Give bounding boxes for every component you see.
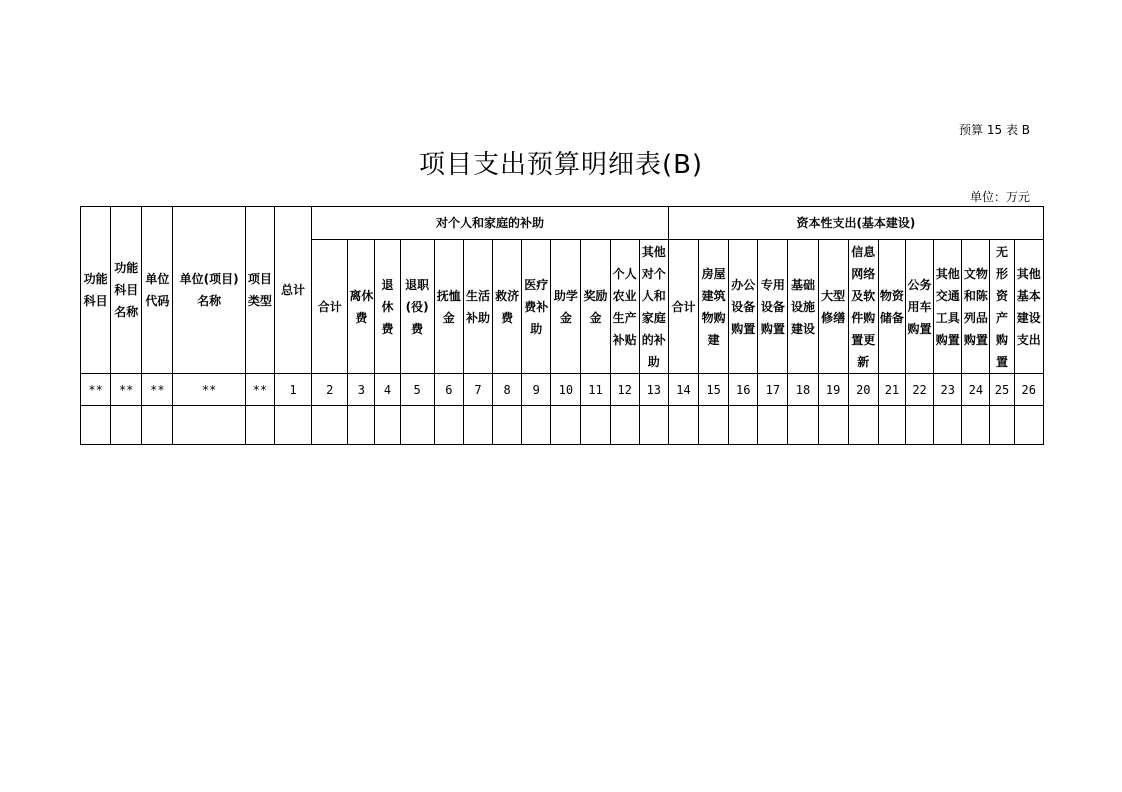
- col-header-fixed: 单位(项目)名称: [173, 207, 245, 374]
- column-number: 21: [878, 374, 905, 406]
- column-number: 3: [348, 374, 375, 406]
- col-header-g1: 离休费: [348, 240, 375, 374]
- col-header-fixed: 总计: [274, 207, 311, 374]
- col-header-g1: 医疗费补助: [522, 240, 551, 374]
- empty-cell: [639, 406, 668, 445]
- empty-cell: [312, 406, 348, 445]
- col-header-g1: 退职(役)费: [400, 240, 434, 374]
- col-header-g1: 奖励金: [581, 240, 610, 374]
- column-number: 15: [699, 374, 729, 406]
- empty-cell: [581, 406, 610, 445]
- empty-cell: [1014, 406, 1043, 445]
- column-number: **: [173, 374, 245, 406]
- column-number: 1: [274, 374, 311, 406]
- column-number: 8: [493, 374, 522, 406]
- budget-table: [80, 206, 1044, 445]
- col-header-g2: 大型修缮: [818, 240, 848, 374]
- empty-cell: [934, 406, 962, 445]
- empty-cell: [729, 406, 758, 445]
- column-number: 26: [1014, 374, 1043, 406]
- empty-cell: [274, 406, 311, 445]
- empty-cell: [848, 406, 878, 445]
- column-number-row: [81, 374, 1044, 406]
- column-number: 19: [818, 374, 848, 406]
- page-title: 项目支出预算明细表(B): [418, 150, 704, 180]
- empty-cell: [668, 406, 698, 445]
- col-header-g2: 办公设备购置: [729, 240, 758, 374]
- column-number: 4: [375, 374, 400, 406]
- column-number: 10: [551, 374, 581, 406]
- column-number: 2: [312, 374, 348, 406]
- column-number: 9: [522, 374, 551, 406]
- empty-cell: [493, 406, 522, 445]
- column-number: 12: [610, 374, 639, 406]
- empty-cell: [878, 406, 905, 445]
- empty-cell: [348, 406, 375, 445]
- col-header-g2: 无形资产购置: [990, 240, 1014, 374]
- empty-cell: [245, 406, 274, 445]
- empty-cell: [905, 406, 933, 445]
- empty-cell: [788, 406, 818, 445]
- empty-cell: [111, 406, 142, 445]
- empty-cell: [699, 406, 729, 445]
- empty-cell: [818, 406, 848, 445]
- col-header-g1: 其他对个人和家庭的补助: [639, 240, 668, 374]
- column-number: 11: [581, 374, 610, 406]
- empty-cell: [522, 406, 551, 445]
- column-number: 13: [639, 374, 668, 406]
- col-header-fixed: 单位代码: [142, 207, 173, 374]
- col-header-fixed: 功能科目: [81, 207, 111, 374]
- empty-cell: [758, 406, 788, 445]
- col-header-g1: 抚恤金: [434, 240, 463, 374]
- column-number: 25: [990, 374, 1014, 406]
- column-number: 6: [434, 374, 463, 406]
- col-header-g2: 物资储备: [878, 240, 905, 374]
- column-number: 20: [848, 374, 878, 406]
- col-header-fixed: 项目类型: [245, 207, 274, 374]
- group-header-personal-subsidy: 对个人和家庭的补助: [312, 207, 669, 240]
- column-number: **: [81, 374, 111, 406]
- column-number: 16: [729, 374, 758, 406]
- column-number: 7: [463, 374, 492, 406]
- empty-cell: [142, 406, 173, 445]
- data-row: [81, 406, 1044, 445]
- col-header-g1: 退休费: [375, 240, 400, 374]
- col-header-g1: 救济费: [493, 240, 522, 374]
- empty-cell: [81, 406, 111, 445]
- col-header-g2: 专用设备购置: [758, 240, 788, 374]
- group-header-capital-expenditure: 资本性支出(基本建设): [668, 207, 1043, 240]
- empty-cell: [610, 406, 639, 445]
- empty-cell: [463, 406, 492, 445]
- unit-label: 单位：万元: [969, 190, 1030, 204]
- column-number: 14: [668, 374, 698, 406]
- col-header-g1: 生活补助: [463, 240, 492, 374]
- header-row-groups: [81, 207, 1044, 240]
- col-header-g2: 信息网络及软件购置更新: [848, 240, 878, 374]
- column-number: 17: [758, 374, 788, 406]
- col-header-g2: 公务用车购置: [905, 240, 933, 374]
- col-header-g2: 其他基本建设支出: [1014, 240, 1043, 374]
- empty-cell: [375, 406, 400, 445]
- column-number: **: [142, 374, 173, 406]
- column-number: 24: [962, 374, 990, 406]
- col-header-g1: 合计: [312, 240, 348, 374]
- empty-cell: [434, 406, 463, 445]
- col-header-g1: 助学金: [551, 240, 581, 374]
- col-header-g2: 基础设施建设: [788, 240, 818, 374]
- form-number: 预算 15 表 B: [959, 123, 1030, 137]
- column-number: **: [245, 374, 274, 406]
- col-header-g2: 其他交通工具购置: [934, 240, 962, 374]
- col-header-g1: 个人农业生产补贴: [610, 240, 639, 374]
- empty-cell: [962, 406, 990, 445]
- empty-cell: [551, 406, 581, 445]
- col-header-g2: 房屋建筑物购建: [699, 240, 729, 374]
- column-number: 22: [905, 374, 933, 406]
- col-header-fixed: 功能科目名称: [111, 207, 142, 374]
- column-number: 18: [788, 374, 818, 406]
- col-header-g2: 合计: [668, 240, 698, 374]
- empty-cell: [400, 406, 434, 445]
- column-number: **: [111, 374, 142, 406]
- column-number: 5: [400, 374, 434, 406]
- empty-cell: [173, 406, 245, 445]
- empty-cell: [990, 406, 1014, 445]
- column-number: 23: [934, 374, 962, 406]
- col-header-g2: 文物和陈列品购置: [962, 240, 990, 374]
